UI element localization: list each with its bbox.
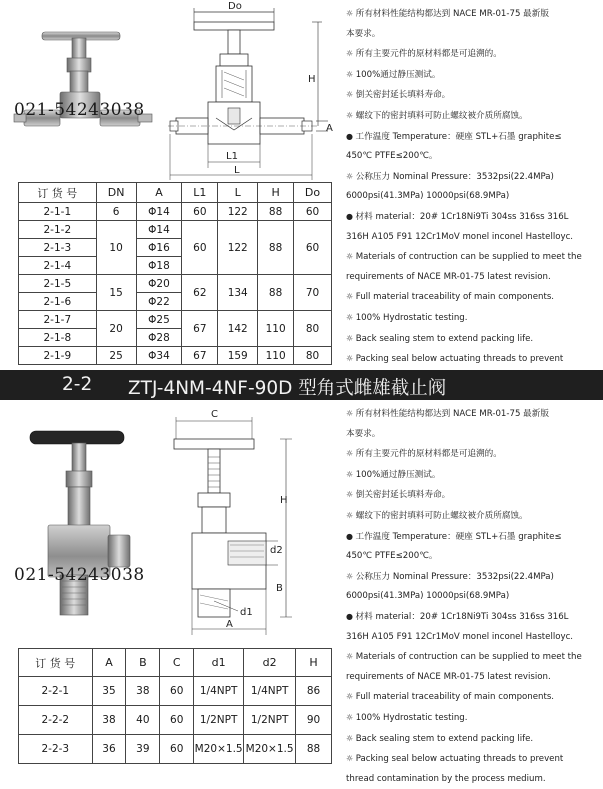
note-line: 450℃ PTFE≤200℃。 bbox=[346, 151, 438, 162]
dim-label-a: A bbox=[326, 123, 333, 134]
note-line: ☼ 公称压力 Nominal Pressure：3532psi(22.4MPa) bbox=[346, 167, 582, 188]
cell-d2: M20×1.5 bbox=[244, 735, 296, 764]
cell-a: Φ25 bbox=[136, 311, 182, 329]
table-row bbox=[19, 275, 332, 293]
cell-h: 90 bbox=[296, 706, 332, 735]
dim-label-d2: d2 bbox=[270, 545, 283, 556]
dim-label-d1: d1 bbox=[240, 607, 253, 618]
cell-a: Φ16 bbox=[136, 239, 182, 257]
dim-label-a: A bbox=[226, 619, 233, 630]
note-line: ☼ 100%通过静压测试。 bbox=[346, 65, 582, 86]
cell-a: Φ18 bbox=[136, 257, 182, 275]
note-line: 450℃ PTFE≤200℃。 bbox=[346, 551, 438, 562]
note-line: ● 工作温度 Temperature：硬座 STL+石墨 graphite≤ bbox=[346, 527, 582, 548]
cell-l1: 62 bbox=[182, 275, 218, 311]
table-row bbox=[19, 735, 332, 764]
note-line: ☼ 螺纹下的密封填料可防止螺纹被介质所腐蚀。 bbox=[346, 506, 582, 527]
cell-a: Φ34 bbox=[136, 347, 182, 365]
note-line: ☼ 公称压力 Nominal Pressure：3532psi(22.4MPa) bbox=[346, 567, 582, 588]
note-line: ☼ 倒关密封延长填料寿命。 bbox=[346, 85, 582, 106]
valve-photo-straight bbox=[10, 28, 160, 148]
cell-order-no: 2-1-8 bbox=[19, 329, 97, 347]
section-title-bar bbox=[0, 370, 603, 400]
dim-label-b: B bbox=[276, 583, 283, 594]
header-do: Do bbox=[294, 183, 332, 203]
cell-h: 88 bbox=[296, 735, 332, 764]
header-d2: d2 bbox=[244, 649, 296, 677]
note-line: 6000psi(41.3MPa) 10000psi(68.9MPa) bbox=[346, 191, 510, 202]
header-c: C bbox=[160, 649, 194, 677]
cell-dn: 20 bbox=[96, 311, 136, 347]
cell-c: 60 bbox=[160, 677, 194, 706]
header-a: A bbox=[136, 183, 182, 203]
cell-order-no: 2-1-7 bbox=[19, 311, 97, 329]
cell-l1: 67 bbox=[182, 347, 218, 365]
valve-photo-angle bbox=[28, 425, 138, 635]
table-row bbox=[19, 221, 332, 239]
cell-b: 40 bbox=[126, 706, 160, 735]
note-line: ☼ 100%通过静压测试。 bbox=[346, 465, 582, 486]
note-line: ☼ Back sealing stem to extend packing life. bbox=[346, 729, 582, 750]
cell-a: Φ28 bbox=[136, 329, 182, 347]
table-header-row bbox=[19, 649, 332, 677]
cell-d1: M20×1.5 bbox=[194, 735, 244, 764]
cell-order-no: 2-2-3 bbox=[19, 735, 93, 764]
cell-h: 110 bbox=[258, 347, 294, 365]
header-dn: DN bbox=[96, 183, 136, 203]
section-number: 2-2 bbox=[62, 374, 93, 395]
table-row bbox=[19, 677, 332, 706]
cell-order-no: 2-1-4 bbox=[19, 257, 97, 275]
header-order-no: 订 货 号 bbox=[19, 649, 93, 677]
note-line: thread contamination by the process medium. bbox=[346, 773, 546, 784]
note-line: ☼ Back sealing stem to extend packing life. bbox=[346, 329, 582, 350]
header-a: A bbox=[92, 649, 126, 677]
cell-h: 88 bbox=[258, 275, 294, 311]
dim-label-h: H bbox=[280, 495, 288, 506]
spec-notes-2-2 bbox=[346, 404, 582, 789]
dim-label-l1: L1 bbox=[226, 151, 238, 162]
cell-b: 38 bbox=[126, 677, 160, 706]
cell-h: 86 bbox=[296, 677, 332, 706]
note-line: ● 工作温度 Temperature：硬座 STL+石墨 graphite≤ bbox=[346, 127, 582, 148]
cell-order-no: 2-1-2 bbox=[19, 221, 97, 239]
table-row bbox=[19, 203, 332, 221]
cell-a: Φ22 bbox=[136, 293, 182, 311]
table-row bbox=[19, 311, 332, 329]
cell-c: 60 bbox=[160, 706, 194, 735]
cell-c: 60 bbox=[160, 735, 194, 764]
note-line: 6000psi(41.3MPa) 10000psi(68.9MPa) bbox=[346, 591, 510, 602]
note-line: ● 材料 material：20# 1Cr18Ni9Ti 304ss 316ss 316L bbox=[346, 207, 582, 228]
cell-do: 80 bbox=[294, 311, 332, 347]
cell-d1: 1/2NPT bbox=[194, 706, 244, 735]
note-line: 本要求。 bbox=[346, 428, 381, 439]
cell-dn: 6 bbox=[96, 203, 136, 221]
cell-h: 88 bbox=[258, 221, 294, 275]
note-line: ☼ 100% Hydrostatic testing. bbox=[346, 708, 582, 729]
table-header-row bbox=[19, 183, 332, 203]
cell-dn: 15 bbox=[96, 275, 136, 311]
note-line: requirements of NACE MR-01-75 latest revision. bbox=[346, 271, 551, 282]
order-table-2-1 bbox=[18, 182, 332, 365]
cell-dn: 10 bbox=[96, 221, 136, 275]
cell-d1: 1/4NPT bbox=[194, 677, 244, 706]
note-line: ☼ Materials of contruction can be supplied to meet the bbox=[346, 247, 582, 268]
cell-l1: 60 bbox=[182, 203, 218, 221]
section-title: ZTJ-4NM-4NF-90D 型角式雌雄截止阀 bbox=[128, 378, 447, 399]
dim-label-c: C bbox=[211, 409, 218, 420]
valve-drawing-angle bbox=[168, 405, 298, 640]
header-l: L bbox=[218, 183, 258, 203]
header-b: B bbox=[126, 649, 160, 677]
cell-l1: 67 bbox=[182, 311, 218, 347]
cell-dn: 25 bbox=[96, 347, 136, 365]
order-table-2-2 bbox=[18, 648, 332, 764]
note-line: requirements of NACE MR-01-75 latest revision. bbox=[346, 671, 551, 682]
note-line: ☼ 所有主要元件的原材料都是可追溯的。 bbox=[346, 444, 582, 465]
note-line: ☼ 所有主要元件的原材料都是可追溯的。 bbox=[346, 44, 582, 65]
note-line: ☼ 倒关密封延长填料寿命。 bbox=[346, 485, 582, 506]
note-line: 本要求。 bbox=[346, 28, 381, 39]
cell-l1: 60 bbox=[182, 221, 218, 275]
cell-a: 38 bbox=[92, 706, 126, 735]
note-line: ● 材料 material：20# 1Cr18Ni9Ti 304ss 316ss 316L bbox=[346, 607, 582, 628]
cell-a: 36 bbox=[92, 735, 126, 764]
dim-label-l: L bbox=[234, 165, 240, 176]
dim-label-do: Do bbox=[228, 1, 242, 12]
note-line: ☼ Packing seal below actuating threads to prevent bbox=[346, 349, 582, 370]
cell-do: 80 bbox=[294, 347, 332, 365]
cell-order-no: 2-1-6 bbox=[19, 293, 97, 311]
header-order-no: 订 货 号 bbox=[19, 183, 97, 203]
spec-notes-2-1 bbox=[346, 4, 582, 389]
note-line: ☼ Materials of contruction can be supplied to meet the bbox=[346, 647, 582, 668]
cell-do: 70 bbox=[294, 275, 332, 311]
header-h: H bbox=[296, 649, 332, 677]
cell-order-no: 2-2-2 bbox=[19, 706, 93, 735]
cell-a: 35 bbox=[92, 677, 126, 706]
cell-order-no: 2-1-3 bbox=[19, 239, 97, 257]
header-h: H bbox=[258, 183, 294, 203]
cell-do: 60 bbox=[294, 203, 332, 221]
phone-number-watermark: 021-54243038 bbox=[14, 565, 145, 585]
cell-order-no: 2-2-1 bbox=[19, 677, 93, 706]
cell-a: Φ14 bbox=[136, 221, 182, 239]
cell-d2: 1/2NPT bbox=[244, 706, 296, 735]
valve-drawing-straight bbox=[168, 0, 340, 182]
dim-label-h: H bbox=[308, 74, 316, 85]
header-d1: d1 bbox=[194, 649, 244, 677]
note-line: ☼ Packing seal below actuating threads to prevent bbox=[346, 749, 582, 770]
cell-l: 159 bbox=[218, 347, 258, 365]
cell-order-no: 2-1-9 bbox=[19, 347, 97, 365]
cell-b: 39 bbox=[126, 735, 160, 764]
cell-l: 134 bbox=[218, 275, 258, 311]
note-line: ☼ Full material traceability of main components. bbox=[346, 287, 582, 308]
cell-a: Φ20 bbox=[136, 275, 182, 293]
cell-h: 88 bbox=[258, 203, 294, 221]
note-line: 316H A105 F91 12Cr1MoV monel inconel Hastelloyc. bbox=[346, 631, 574, 642]
cell-do: 60 bbox=[294, 221, 332, 275]
cell-order-no: 2-1-5 bbox=[19, 275, 97, 293]
cell-l: 122 bbox=[218, 203, 258, 221]
phone-number-watermark: 021-54243038 bbox=[14, 100, 145, 120]
table-row bbox=[19, 706, 332, 735]
note-line: ☼ 所有材料性能结构都达到 NACE MR-01-75 最新版 bbox=[346, 4, 582, 25]
note-line: ☼ 100% Hydrostatic testing. bbox=[346, 308, 582, 329]
cell-order-no: 2-1-1 bbox=[19, 203, 97, 221]
cell-l: 122 bbox=[218, 221, 258, 275]
cell-l: 142 bbox=[218, 311, 258, 347]
note-line: ☼ 螺纹下的密封填料可防止螺纹被介质所腐蚀。 bbox=[346, 106, 582, 127]
note-line: ☼ 所有材料性能结构都达到 NACE MR-01-75 最新版 bbox=[346, 404, 582, 425]
table-row bbox=[19, 347, 332, 365]
note-line: ☼ Full material traceability of main components. bbox=[346, 687, 582, 708]
header-l1: L1 bbox=[182, 183, 218, 203]
cell-a: Φ14 bbox=[136, 203, 182, 221]
note-line: 316H A105 F91 12Cr1MoV monel inconel Hastelloyc. bbox=[346, 231, 574, 242]
cell-h: 110 bbox=[258, 311, 294, 347]
cell-d2: 1/4NPT bbox=[244, 677, 296, 706]
